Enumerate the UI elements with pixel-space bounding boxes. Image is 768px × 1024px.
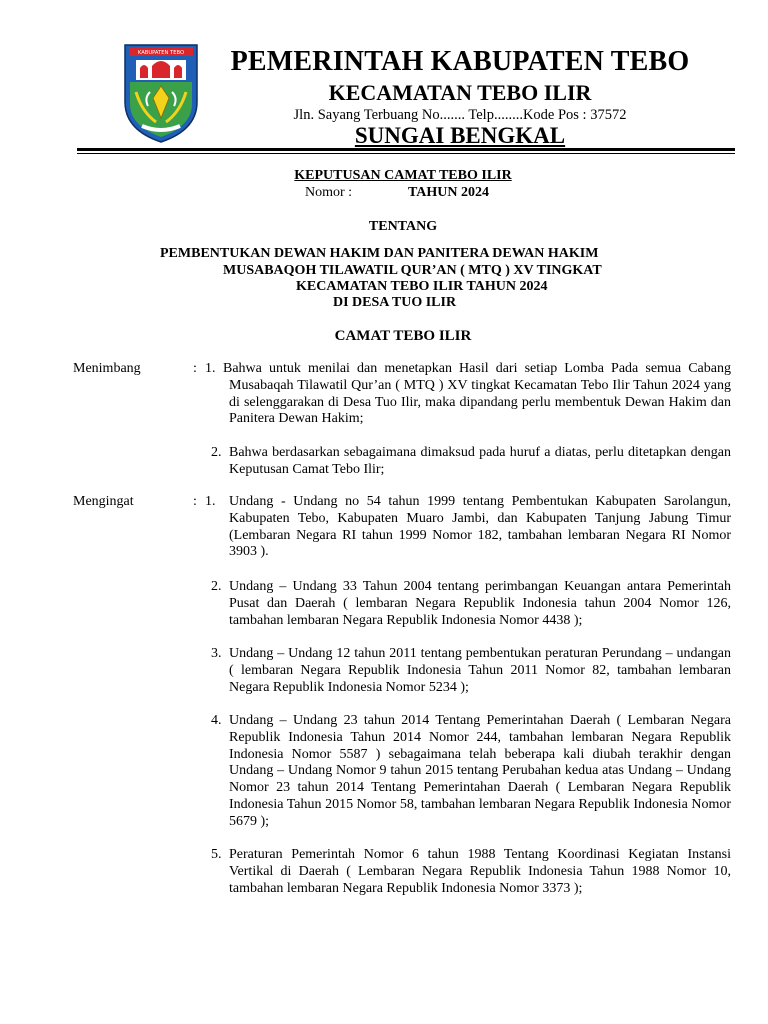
menimbang-label: Menimbang: [73, 361, 141, 376]
mengingat-label: Mengingat: [73, 494, 134, 509]
decree-year: TAHUN 2024: [408, 185, 490, 200]
mengingat-item-number: 2.: [211, 579, 222, 594]
decree-subject-line: KECAMATAN TEBO ILIR TAHUN 2024: [296, 279, 548, 294]
mengingat-item-text: Undang – Undang 33 Tahun 2004 tentang perimbangan Keuangan antara Pemerintah Pusat dan Daerah ( lembaran Negara Republik Indonesia tahun 2004 Nomor 126, tambahan lembaran Negara Republik Indonesia Nomor 4438 );: [229, 579, 731, 628]
mengingat-item-number: 1.: [205, 494, 216, 509]
decree-official: CAMAT TEBO ILIR: [334, 328, 472, 344]
letterhead-address: Jln. Sayang Terbuang No....... Telp........Kode Pos : 37572: [293, 107, 627, 123]
mengingat-item-text: Undang – Undang 23 tahun 2014 Tentang Pemerintahan Daerah ( Lembaran Negara Republik Indonesia Tahun 2014 Nomor 244, tambahan lembaran Negara Republik Indonesia Nomor 5587 ) sebagaimana telah beberapa kali diubah terakhir dengan Undang – Undang Nomor 9 tahun 2015 tentang Perubahan kedua atas Undang – Undang Nomor 23 tahun 2014 Tentang Pemerintahan Daerah ( Lembaran Negara Republik Indonesia Tahun 2015 Nomor 58, tambahan lembaran Negara Republik Indonesia Nomor 5679 );: [229, 713, 731, 829]
menimbang-item-number: 2.: [211, 445, 222, 460]
mengingat-item-number: 3.: [211, 646, 222, 661]
mengingat-item-text: Undang - Undang no 54 tahun 1999 tentang Pembentukan Kabupaten Sarolangun, Kabupaten Tebo, Kabupaten Muaro Jambi, dan Kabupaten Tanjung Jabung Timur (Lembaran Negara RI tahun 1999 Nomor 182, tambahan lembaran Negara RI Nomor 3903 ).: [229, 494, 731, 560]
kabupaten-tebo-emblem: [122, 42, 200, 144]
letterhead-district: KECAMATAN TEBO ILIR: [328, 80, 592, 105]
menimbang-colon: :: [193, 361, 197, 376]
logo-banner-text: KABUPATEN TEBO: [137, 50, 185, 56]
decree-about: TENTANG: [368, 219, 438, 234]
decree-number-label: Nomor :: [305, 185, 353, 200]
letterhead-place: SUNGAI BENGKAL: [354, 123, 566, 148]
mengingat-item-text: Peraturan Pemerintah Nomor 6 tahun 1988 Tentang Koordinasi Kegiatan Instansi Vertikal di Daerah ( Lembaran Negara Republik Indonesia Tahun 1988 Nomor 10, tambahan lembaran Negara Republik Indonesia Nomor 3373 );: [229, 847, 731, 896]
letterhead-government: PEMERINTAH KABUPATEN TEBO: [230, 46, 690, 77]
menimbang-item-text: Bahwa untuk menilai dan menetapkan Hasil dari setiap Lomba Pada semua Cabang Musabaqah Tilawatil Qur’an ( MTQ ) XV tingkat Kecamatan Tebo Ilir Tahun 2024 yang di selenggarakan di Desa Tuo Ilir, maka dipandang perlu membentuk Dewan Hakim dan Panitera Dewan Hakim;: [223, 361, 731, 427]
decree-title: KEPUTUSAN CAMAT TEBO ILIR: [294, 168, 512, 183]
decree-subject-line: PEMBENTUKAN DEWAN HAKIM DAN PANITERA DEWAN HAKIM: [160, 246, 599, 261]
decree-subject-line: DI DESA TUO ILIR: [333, 295, 457, 310]
letterhead-rule-thick: [77, 148, 735, 151]
menimbang-item-number: 1.: [205, 361, 216, 376]
decree-subject-line: MUSABAQOH TILAWATIL QUR’AN ( MTQ ) XV TINGKAT: [223, 263, 602, 278]
menimbang-item-text: Bahwa berdasarkan sebagaimana dimaksud pada huruf a diatas, perlu ditetapkan dengan Keputusan Camat Tebo Ilir;: [229, 445, 731, 477]
mengingat-item-number: 4.: [211, 713, 222, 728]
letterhead-rule-thin: [77, 153, 735, 154]
mengingat-item-text: Undang – Undang 12 tahun 2011 tentang pembentukan peraturan Perundang – undangan ( lembaran Negara Republik Indonesia Tahun 2011 Nomor 82, tambahan lembaran Negara Republik Indonesia Nomor 5234 );: [229, 646, 731, 695]
mengingat-colon: :: [193, 494, 197, 509]
mengingat-item-number: 5.: [211, 847, 222, 862]
